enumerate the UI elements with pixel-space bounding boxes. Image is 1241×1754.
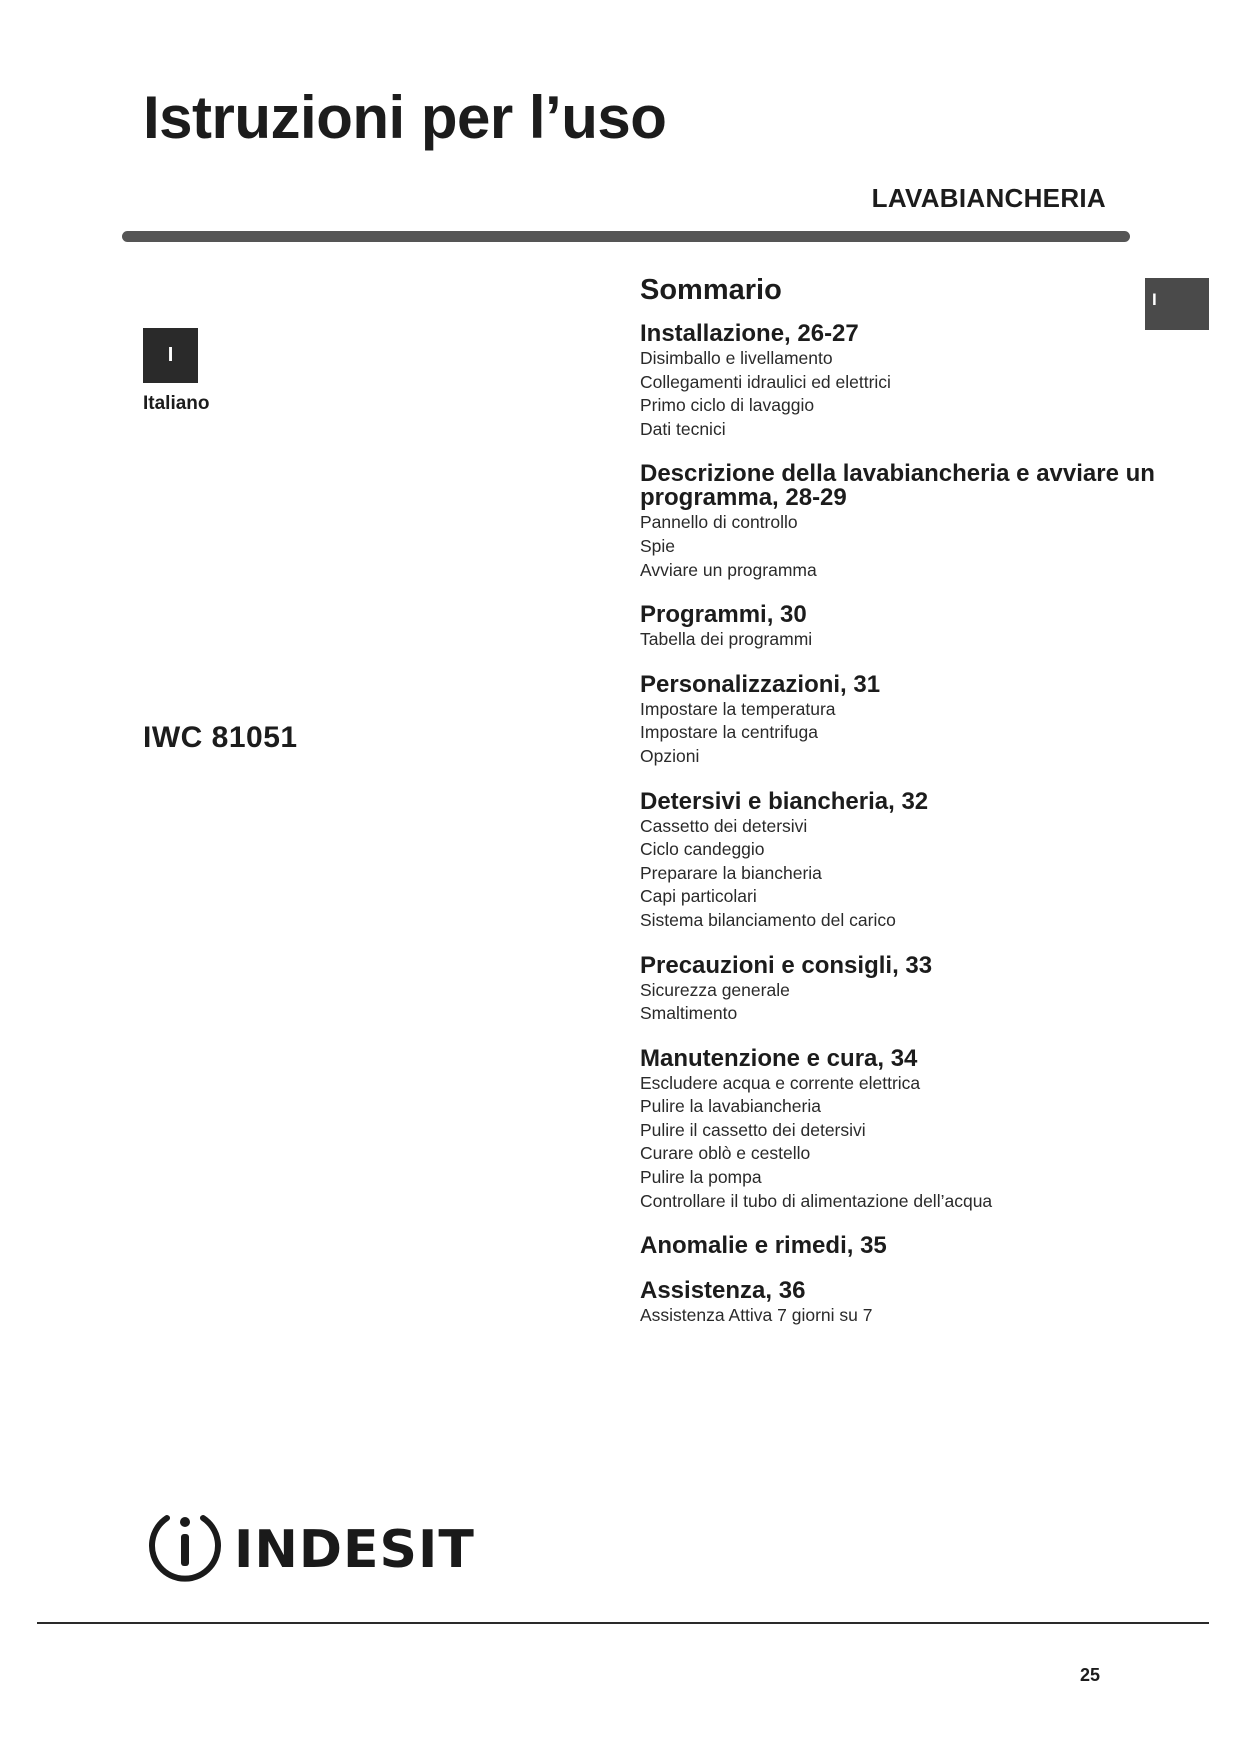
- toc-item: Disimballo e livellamento: [640, 348, 833, 368]
- toc-item: Sicurezza generale: [640, 979, 790, 1000]
- toc-item: Primo ciclo di lavaggio: [640, 395, 815, 416]
- toc-section: [640, 322, 1160, 441]
- toc-item: Tabella dei programmi: [640, 629, 813, 650]
- toc-item: Collegamenti idraulici ed elettrici: [640, 371, 891, 392]
- toc-section-title: Descrizione della lavabiancheria e avviare un programma, 28-29: [640, 460, 1155, 512]
- toc-item: Preparare la biancheria: [640, 862, 822, 883]
- page-title: Istruzioni per l’uso: [143, 84, 667, 151]
- toc-section-title: Installazione, 26-27: [640, 320, 859, 347]
- toc-item: Smaltimento: [640, 1003, 738, 1024]
- toc-section-title: Personalizzazioni, 31: [640, 670, 881, 698]
- toc-item: Opzioni: [640, 745, 700, 766]
- toc-item: Pulire la lavabiancheria: [640, 1096, 821, 1117]
- toc-item: Impostare la centrifuga: [640, 722, 819, 743]
- toc-item: Ciclo candeggio: [640, 839, 765, 860]
- toc-section: [640, 1279, 1160, 1328]
- toc-item: Avviare un programma: [640, 559, 817, 580]
- toc-section: [640, 462, 1160, 582]
- product-category: LAVABIANCHERIA: [871, 183, 1106, 213]
- toc-item: Capi particolari: [640, 886, 757, 907]
- model-number: IWC 81051: [143, 721, 298, 754]
- toc-item: Spie: [640, 535, 676, 556]
- toc-section-title: Programmi, 30: [640, 601, 807, 629]
- header-divider: [122, 231, 1130, 242]
- toc-item: Controllare il tubo di alimentazione dell’acqua: [640, 1190, 993, 1211]
- toc-section: [640, 1234, 1160, 1258]
- footer-divider: [37, 1622, 1209, 1624]
- toc-heading: Sommario: [640, 274, 782, 306]
- language-label: Italiano: [143, 393, 210, 414]
- toc-item: Sistema bilanciamento del carico: [640, 909, 896, 930]
- toc-item: Pannello di controllo: [640, 512, 798, 533]
- toc-section: [640, 951, 1160, 1026]
- toc-item: Escludere acqua e corrente elettrica: [640, 1072, 921, 1093]
- toc-item: Cassetto dei detersivi: [640, 815, 808, 836]
- language-badge: I: [143, 328, 198, 383]
- toc-section-title: Anomalie e rimedi, 35: [640, 1232, 887, 1260]
- toc-sections: [640, 322, 1160, 1328]
- toc-item: Impostare la temperatura: [640, 698, 836, 719]
- toc-section: [640, 670, 1160, 769]
- indesit-logo-wordmark: INDESIT: [234, 1520, 475, 1580]
- toc-item: Pulire il cassetto dei detersivi: [640, 1119, 866, 1140]
- toc-section-title: Assistenza, 36: [640, 1277, 806, 1305]
- toc-section: [640, 603, 1160, 652]
- toc-section-title: Manutenzione e cura, 34: [640, 1044, 918, 1072]
- page-number: 25: [1080, 1665, 1101, 1685]
- toc-section: [640, 787, 1160, 933]
- toc-item: Pulire la pompa: [640, 1167, 762, 1188]
- indesit-logo-icon: [145, 1508, 227, 1588]
- toc-section: [640, 1044, 1160, 1214]
- toc-section-title: Precauzioni e consigli, 33: [640, 951, 933, 979]
- table-of-contents: [640, 272, 1160, 1349]
- indesit-logo: [145, 1508, 475, 1584]
- toc-section-title: Detersivi e biancheria, 32: [640, 787, 929, 815]
- toc-item: Curare oblò e cestello: [640, 1143, 811, 1164]
- language-side-tab: I: [1145, 278, 1209, 330]
- toc-item: Dati tecnici: [640, 418, 726, 439]
- toc-item: Assistenza Attiva 7 giorni su 7: [640, 1305, 873, 1326]
